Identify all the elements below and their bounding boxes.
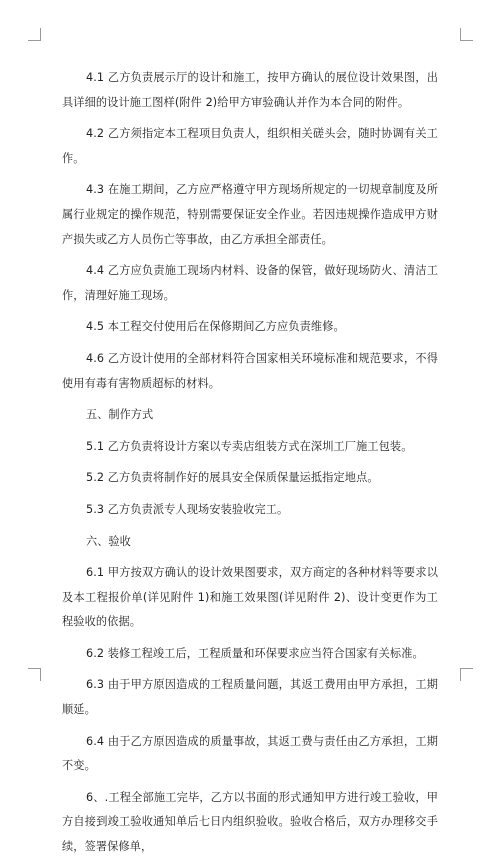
clause-4-3: 4.3 在施工期间，乙方应严格遵守甲方现场所规定的一切规章制度及所属行业规定的操作规范，特别需要保证安全作业。若因违规操作造成甲方财产损失或乙方人员伤亡等事故，由乙方承担全部责任。: [62, 183, 438, 246]
clause-6-2: 6.2 装修工程竣工后，工程质量和环保要求应当符合国家有关标准。: [86, 646, 424, 660]
crop-mark-top-right: [460, 28, 473, 41]
clause-6-4: 6.4 由于乙方原因造成的质量事故，其返工费与责任由乙方承担，工期不变。: [62, 734, 438, 773]
section-heading-production: 五、制作方式: [86, 408, 154, 422]
clause-5-3: 5.3 乙方负责派专人现场安装验收完工。: [86, 502, 289, 516]
document-body: [62, 66, 438, 867]
clause-4-6: 4.6 乙方设计使用的全部材料符合国家相关环境标准和规范要求，不得使用有毒有害物质超标的材料。: [62, 351, 438, 390]
clause-4-4: 4.4 乙方应负责施工现场内材料、设备的保管，做好现场防火、清洁工作，清理好施工现场。: [62, 264, 438, 302]
clause-4-5: 4.5 本工程交付使用后在保修期间乙方应负责维修。: [86, 320, 345, 334]
crop-mark-top-left: [28, 28, 41, 41]
clause-6-1: 6.1 甲方按双方确认的设计效果图要求，双方商定的各种材料等要求以及本工程报价单(详见附件 1)和施工效果图(详见附件 2)、设计变更作为工程验收的依据。: [62, 566, 438, 629]
clause-5-1: 5.1 乙方负责将设计方案以专卖店组装方式在深圳工厂施工包装。: [86, 439, 413, 453]
crop-mark-bottom-right: [460, 668, 473, 681]
clause-5-2: 5.2 乙方负责将制作好的展具安全保质保量运抵指定地点。: [86, 471, 379, 485]
crop-mark-bottom-left: [28, 668, 41, 681]
clause-4-1: 4.1 乙方负责展示厅的设计和施工，按甲方确认的展位设计效果图，出具详细的设计施工图样(附件 2)给甲方审验确认并作为本合同的附件。: [62, 71, 438, 109]
clause-6-3: 6.3 由于甲方原因造成的工程质量问题，其返工费用由甲方承担，工期顺延。: [62, 678, 438, 717]
clause-4-2: 4.2 乙方须指定本工程项目负责人，组织相关磋头会，随时协调有关工作。: [62, 127, 438, 165]
section-heading-acceptance: 六、验收: [86, 534, 131, 548]
clause-6-5: 6、.工程全部施工完毕，乙方以书面的形式通知甲方进行竣工验收，甲方自接到竣工验收通知单后七日内组织验收。验收合格后，双方办理移交手续，签署保修单，: [62, 790, 438, 854]
